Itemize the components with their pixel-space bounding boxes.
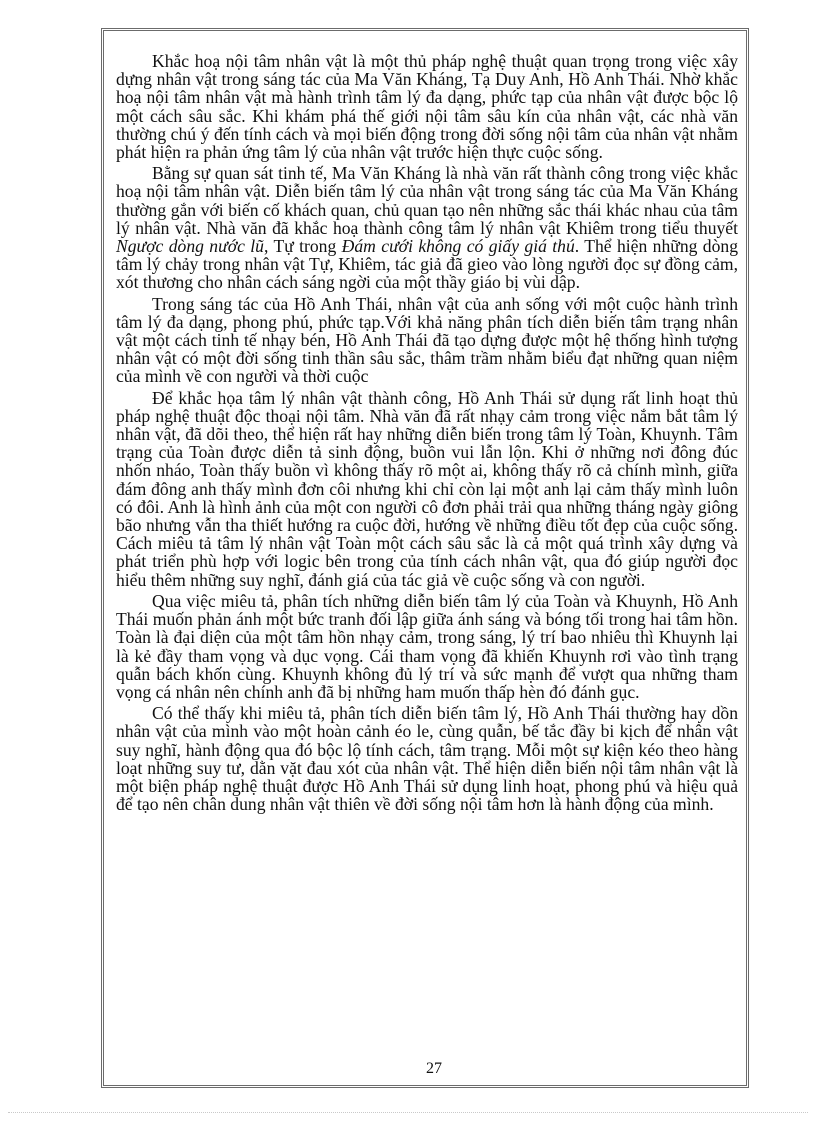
body-text [116, 52, 738, 816]
paragraph-6: Có thể thấy khi miêu tả, phân tích diễn biến tâm lý, Hồ Anh Thái thường hay dồn nhân vật của mình vào một hoàn cảnh éo le, cùng quẫn, bế tắc đầy bi kịch để nhân vật suy nghĩ, hành động qua đó bộc lộ tính cách, tâm trạng. Mỗi một sự kiện kéo theo hàng loạt những suy tư, dằn vặt đau xót của nhân vật. Thể hiện diễn biến nội tâm nhân vật là một biện pháp nghệ thuật được Hồ Anh Thái sử dụng linh hoạt, phong phú và hiệu quả để tạo nên chân dung nhân vật thiên về đời sống nội tâm hơn là hành động của mình. [116, 703, 738, 815]
paragraph-5: Qua việc miêu tả, phân tích những diễn biến tâm lý của Toàn và Khuynh, Hồ Anh Thái muốn phản ánh một bức tranh đối lập giữa ánh sáng và bóng tối trong hai tâm hồn. Toàn là đại diện của một tâm hồn nhạy cảm, trong sáng, lý trí bao nhiêu thì Khuynh lại là kẻ đầy tham vọng và dục vọng. Cái tham vọng đã khiến Khuynh rơi vào tình trạng quẫn bách khốn cùng. Khuynh không đủ lý trí và sức mạnh để vượt qua những tham vọng cá nhân nên chính anh đã bị những ham muốn thấp hèn đó đánh gục. [116, 590, 738, 702]
paragraph-1: Khắc hoạ nội tâm nhân vật là một thủ pháp nghệ thuật quan trọng trong việc xây dựng nhân vật trong sáng tác của Ma Văn Kháng, Tạ Duy Anh, Hồ Anh Thái. Nhờ khắc hoạ nội tâm nhân vật mà hành trình tâm lý đa dạng, phức tạp của nhân vật được bộc lộ một cách sâu sắc. Khi khám phá thế giới nội tâm sâu kín của nhân vật, các nhà văn thường chú ý đến tính cách và mọi biến động trong đời sống nội tâm của nhân vật nhằm phát hiện ra phản ứng tâm lý của nhân vật trước hiện thực cuộc sống. [116, 51, 738, 163]
paragraph-2-text-b: , Tự trong [263, 236, 342, 257]
paragraph-3: Trong sáng tác của Hồ Anh Thái, nhân vật của anh sống với một cuộc hành trình tâm lý đa dạng, phong phú, phức tạp.Với khả năng phân tích diễn biến tâm trạng nhân vật một cách tinh tế nhạy bén, Hồ Anh Thái đã tạo dựng được một hệ thống hình tượng nhân vật có một đời sống tinh thần sâu sắc, thâm trầm nhằm biểu đạt những quan niệm của mình về con người và thời cuộc [116, 293, 738, 387]
novel-title-dam-cuoi: Đám cưới không có giấy giá thú [341, 236, 575, 257]
paragraph-2 [116, 164, 738, 291]
page-number: 27 [426, 1060, 442, 1077]
paragraph-2-text-c: . Thể hiện những dòng tâm lý chảy trong nhân vật Tự, Khiêm, tác giả đã gieo vào lòng người đọc sự đồng cảm, xót thương cho nhân cách sáng ngời của một thầy giáo bị vùi dập. [116, 236, 738, 293]
paragraph-4: Để khắc họa tâm lý nhân vật thành công, Hồ Anh Thái sử dụng rất linh hoạt thủ pháp nghệ thuật độc thoại nội tâm. Nhà văn đã rất nhạy cảm trong việc nắm bắt tâm lý nhân vật, đã dõi theo, thể hiện rất hay những diễn biến trong tâm lý Toàn, Khuynh. Tâm trạng của Toàn được diễn tả sinh động, buồn vui lẫn lộn. Khi ở những nơi đông đúc nhốn nháo, Toàn thấy buồn vì không thấy rõ một ai, không thấy rõ cả chính mình, giữa đám đông anh thấy mình đơn côi nhưng khi chỉ còn lại một anh lại cảm thấy mình luôn có đôi. Anh là hình ảnh của một con người cô đơn phải trải qua những tháng ngày giông bão nhưng vẫn tha thiết hướng ra cuộc đời, hướng về những điều tốt đẹp của cuộc sống. Cách miêu tả tâm lý nhân vật Toàn một cách sâu sắc là cả một quá trình xây dựng và phát triển phù hợp với logic bên trong của tính cách nhân vật, qua đó giúp người đọc hiểu thêm những suy nghĩ, đánh giá của tác giả về cuộc sống và con người. [116, 387, 738, 590]
novel-title-nguoc-dong-nuoc-lu: Ngược dòng nước lũ [116, 236, 264, 257]
bottom-divider [8, 1112, 808, 1113]
paragraph-2-text-a: Bằng sự quan sát tinh tế, Ma Văn Kháng là nhà văn rất thành công trong việc khắc hoạ nội tâm nhân vật. Diễn biến tâm lý của nhân vật trong sáng tác của Ma Văn Kháng thường gắn với biến cố khách quan, chủ quan tạo nên những sắc thái khác nhau của tâm lý nhân vật. Nhà văn đã khắc hoạ thành công tâm lý nhân vật Khiêm trong tiểu thuyết [116, 163, 738, 238]
